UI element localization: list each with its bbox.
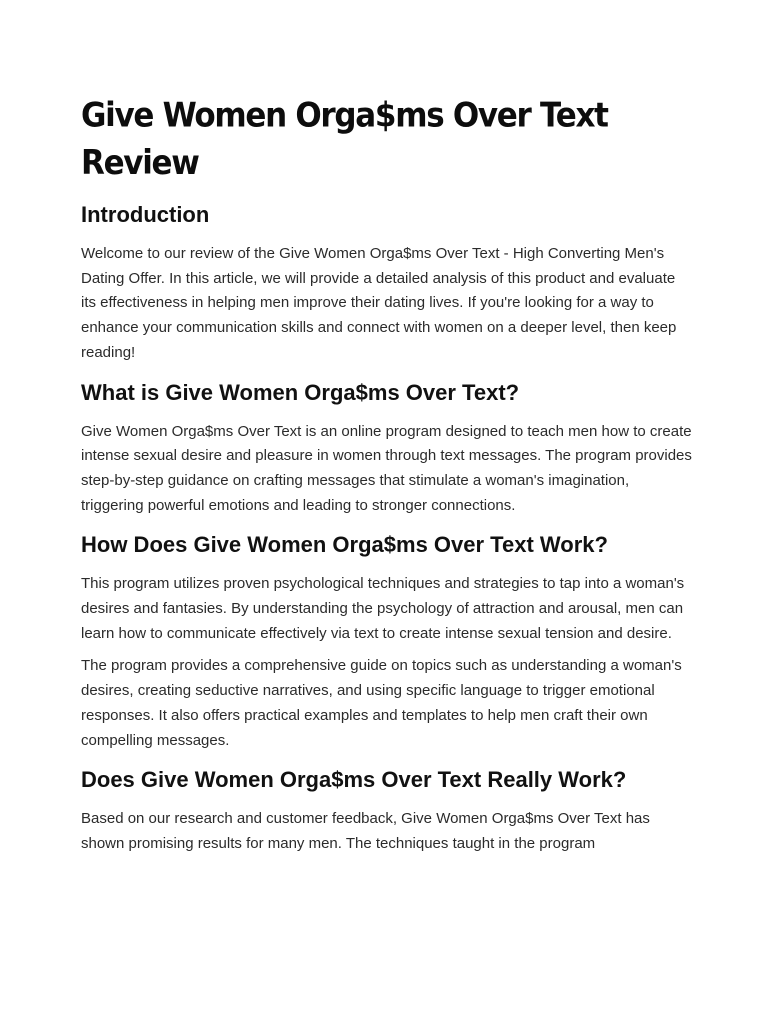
section-introduction xyxy=(81,200,693,366)
section-paragraph: Based on our research and customer feedback, Give Women Orga$ms Over Text has shown promising results for many men. The techniques taught in the program xyxy=(81,810,650,852)
section-paragraph: Welcome to our review of the Give Women Orga$ms Over Text - High Converting Men's Dating Offer. In this article, we will provide a detailed analysis of this product and evaluate its effectiveness in helping men improve their dating lives. If you're looking for a way to enhance your communication skills and connect with women on a deeper level, then keep reading! xyxy=(81,245,677,361)
section-heading: Does Give Women Orga$ms Over Text Really Work? xyxy=(81,767,627,793)
section-what-is xyxy=(81,378,693,519)
section-paragraph: The program provides a comprehensive guide on topics such as understanding a woman's desires, creating seductive narratives, and using specific language to trigger emotional responses. It also offers practical examples and templates to help men craft their own compelling messages. xyxy=(81,657,682,749)
section-heading: Introduction xyxy=(81,202,210,227)
section-paragraph: Give Women Orga$ms Over Text is an online program designed to teach men how to create intense sexual desire and pleasure in women through text messages. The program provides step-by-step guidance on crafting messages that stimulate a woman's imagination, triggering powerful emotions and leading to stronger connections. xyxy=(81,422,692,514)
section-paragraph: This program utilizes proven psychological techniques and strategies to tap into a woman's desires and fantasies. By understanding the psychology of attraction and arousal, men can learn how to communicate effectively via text to create intense sexual tension and desire. xyxy=(81,575,685,642)
document-page xyxy=(81,92,693,865)
section-how-it-works xyxy=(81,530,693,753)
document-title: Give Women Orga$ms Over Text Review xyxy=(81,96,608,183)
section-heading: What is Give Women Orga$ms Over Text? xyxy=(81,379,520,405)
section-does-it-work xyxy=(81,765,693,856)
section-heading: How Does Give Women Orga$ms Over Text Work? xyxy=(81,532,608,558)
